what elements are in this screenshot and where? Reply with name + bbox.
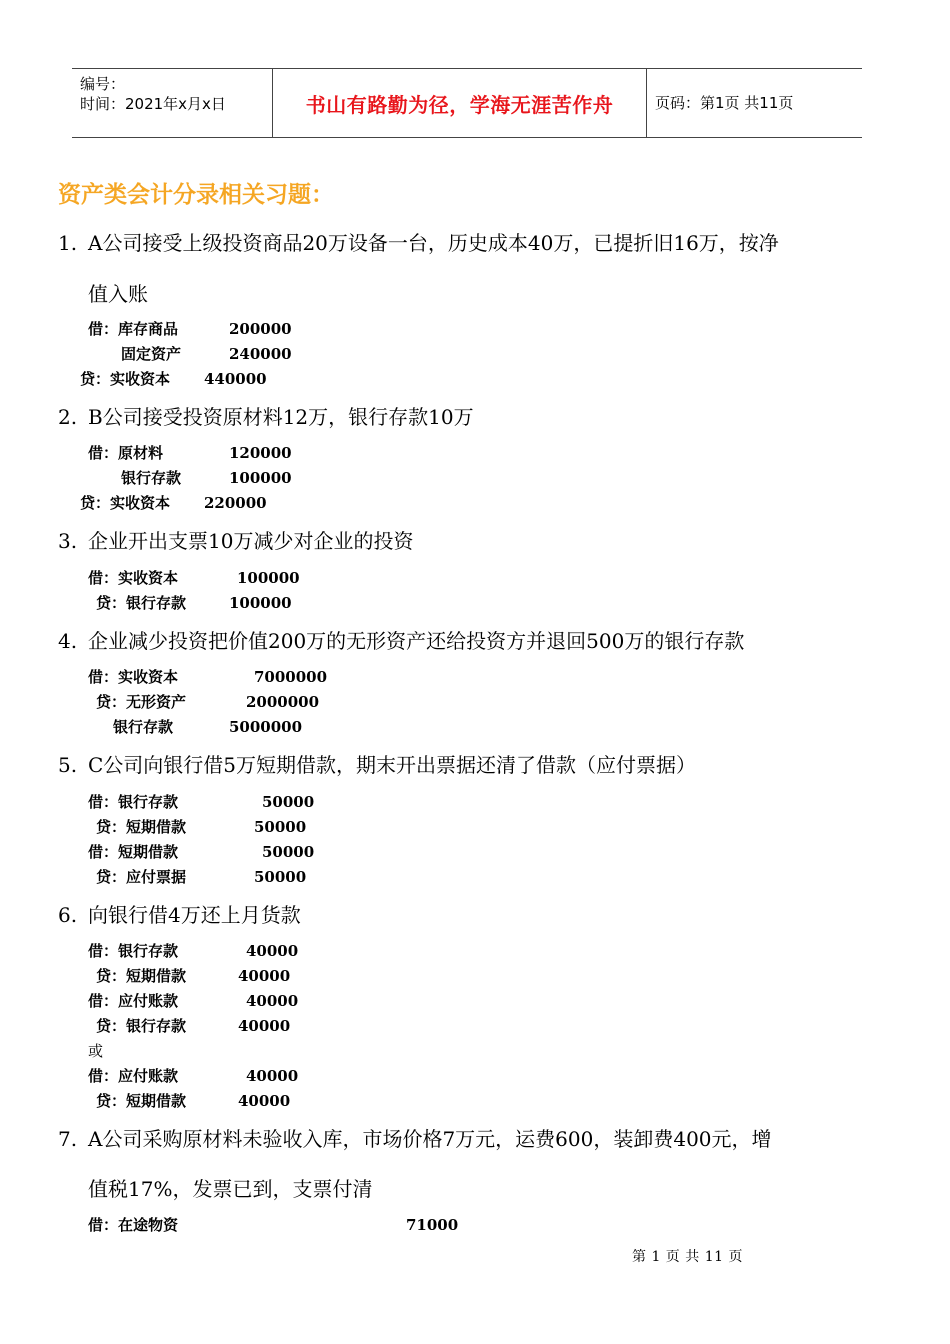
journal-entry [113, 717, 303, 737]
entry-amount: 50000 [254, 868, 307, 886]
question-number: 2. [58, 405, 78, 429]
question-1-continuation: 值入账 [88, 282, 148, 306]
entry-amount: 100000 [229, 594, 292, 612]
entry-amount: 40000 [238, 1017, 291, 1035]
journal-entry [88, 1215, 459, 1235]
entry-amount: 120000 [229, 444, 292, 462]
header-page-label: 页码：第1页 共11页 [655, 94, 794, 112]
journal-entry [88, 1066, 299, 1086]
question-1 [58, 230, 779, 256]
journal-entry [88, 443, 292, 463]
entry-amount: 50000 [262, 843, 315, 861]
alternative-label [88, 1041, 103, 1061]
entry-account: 贷：无形资产 [96, 693, 187, 711]
question-7-continuation: 值税17%，发票已到，支票付清 [88, 1177, 373, 1201]
entry-account: 贷：应付票据 [96, 868, 187, 886]
entry-amount: 240000 [229, 345, 292, 363]
question-text: B公司接受投资原材料12万，银行存款10万 [88, 405, 474, 429]
question-number: 7. [58, 1127, 78, 1151]
page-title: 资产类会计分录相关习题： [58, 182, 334, 208]
entry-account: 借：实收资本 [88, 569, 179, 587]
header-motto-cell [273, 69, 647, 137]
question-text: 向银行借4万还上月货款 [88, 903, 301, 927]
entry-amount: 100000 [229, 469, 292, 487]
entry-account: 贷：银行存款 [96, 594, 187, 612]
header-motto: 书山有路勤为径，学海无涯苦作舟 [305, 92, 614, 117]
question-number: 4. [58, 629, 78, 653]
journal-entry [88, 792, 315, 812]
journal-entry [88, 319, 292, 339]
entry-account: 贷：实收资本 [80, 370, 171, 388]
question-5 [58, 752, 696, 778]
entry-amount: 7000000 [254, 668, 328, 686]
header-meta-cell [72, 69, 273, 137]
entry-account: 贷：短期借款 [96, 818, 187, 836]
question-text: 企业减少投资把价值200万的无形资产还给投资方并退回500万的银行存款 [88, 629, 745, 653]
journal-entry [96, 1091, 291, 1111]
entry-account: 借：原材料 [88, 444, 164, 462]
question-text: 企业开出支票10万减少对企业的投资 [88, 529, 414, 553]
journal-entry [96, 593, 292, 613]
entry-account: 贷：短期借款 [96, 1092, 187, 1110]
entry-amount: 440000 [204, 370, 267, 388]
entry-amount: 200000 [229, 320, 292, 338]
document-number-label: 编号： [80, 75, 126, 93]
entry-amount: 50000 [262, 793, 315, 811]
entry-amount: 2000000 [246, 693, 320, 711]
entry-amount: 100000 [237, 569, 300, 587]
entry-account: 银行存款 [121, 469, 182, 487]
journal-entry [96, 692, 320, 712]
question-text: A公司接受上级投资商品20万设备一台，历史成本40万，已提折旧16万，按净 [88, 231, 779, 255]
question-6 [58, 902, 301, 928]
entry-account: 固定资产 [121, 345, 182, 363]
entry-amount: 220000 [204, 494, 267, 512]
question-4 [58, 628, 744, 654]
journal-entry [88, 991, 299, 1011]
entry-account: 借：短期借款 [88, 843, 179, 861]
header-page-cell [647, 69, 862, 137]
question-text: A公司采购原材料未验收入库，市场价格7万元，运费600，装卸费400元，增 [88, 1127, 772, 1151]
journal-entry [88, 842, 315, 862]
journal-entry [96, 817, 307, 837]
entry-amount: 40000 [238, 1092, 291, 1110]
entry-account: 借：在途物资 [88, 1216, 179, 1234]
entry-amount: 71000 [406, 1216, 459, 1234]
journal-entry [96, 1016, 291, 1036]
entry-account: 贷：银行存款 [96, 1017, 187, 1035]
entry-account: 借：银行存款 [88, 793, 179, 811]
question-7 [58, 1126, 772, 1152]
entry-amount: 40000 [246, 942, 299, 960]
journal-entry [88, 568, 300, 588]
entry-amount: 40000 [246, 992, 299, 1010]
page-header [72, 68, 862, 138]
entry-account: 借：银行存款 [88, 942, 179, 960]
question-3 [58, 528, 413, 554]
journal-entry [96, 867, 307, 887]
journal-entry [121, 344, 292, 364]
entry-account: 贷：短期借款 [96, 967, 187, 985]
journal-entry [96, 966, 291, 986]
entry-account: 借：应付账款 [88, 992, 179, 1010]
entry-account: 借：应付账款 [88, 1067, 179, 1085]
question-number: 6. [58, 903, 78, 927]
journal-entry [80, 369, 267, 389]
entry-amount: 5000000 [229, 718, 303, 736]
page-footer: 第 1 页 共 11 页 [632, 1249, 743, 1265]
journal-entry [88, 667, 328, 687]
question-number: 5. [58, 753, 78, 777]
entry-amount: 50000 [254, 818, 307, 836]
journal-entry [121, 468, 292, 488]
question-2 [58, 404, 474, 430]
entry-account: 借：实收资本 [88, 668, 179, 686]
question-number: 3. [58, 529, 78, 553]
entry-account: 银行存款 [113, 718, 174, 736]
question-text: C公司向银行借5万短期借款，期末开出票据还清了借款（应付票据） [88, 753, 697, 777]
entry-amount: 40000 [238, 967, 291, 985]
entry-account: 借：库存商品 [88, 320, 179, 338]
entry-account: 贷：实收资本 [80, 494, 171, 512]
document-time-label: 时间：2021年x月x日 [80, 95, 226, 113]
journal-entry [88, 941, 299, 961]
question-number: 1. [58, 231, 78, 255]
journal-entry [80, 493, 267, 513]
entry-account: 或 [88, 1042, 104, 1060]
entry-amount: 40000 [246, 1067, 299, 1085]
